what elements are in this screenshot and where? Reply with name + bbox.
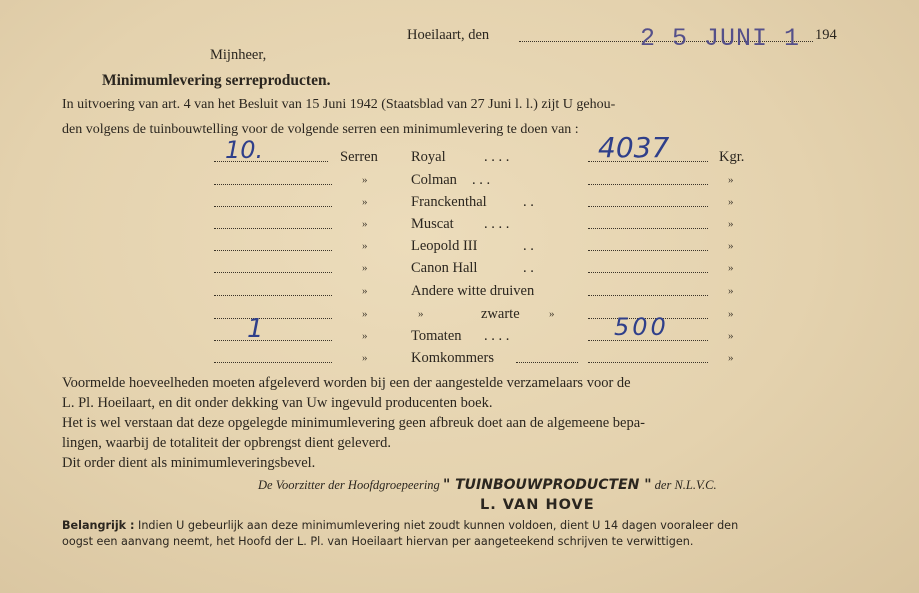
place-label: Hoeilaart, den xyxy=(407,27,490,43)
ditto-mark: » xyxy=(362,308,368,320)
salutation: Mijnheer, xyxy=(210,47,267,63)
kgr-value: 500 xyxy=(614,313,669,341)
ditto-mark: » xyxy=(728,285,734,297)
signature-title-b: der N.L.V.C. xyxy=(654,478,717,492)
body-line-4: lingen, waarbij de totaliteit der opbrengst dient geleverd. xyxy=(62,435,391,451)
ditto-mark: » xyxy=(549,308,555,320)
signature-title-a: De Voorzitter der Hoofdgroepeering xyxy=(258,478,440,492)
ditto-mark: » xyxy=(362,330,368,342)
serren-field xyxy=(214,184,332,185)
row-label: Franckenthal xyxy=(411,194,487,210)
row-label: zwarte xyxy=(481,306,520,322)
ditto-mark: » xyxy=(418,308,424,320)
kgr-field xyxy=(588,250,708,251)
body-line-1: Voormelde hoeveelheden moeten afgeleverd worden bij een der aangestelde verzamelaars voor de xyxy=(62,375,631,391)
leader-dots: . . xyxy=(523,238,534,254)
ditto-mark: » xyxy=(728,352,734,364)
serren-field xyxy=(214,250,332,251)
kgr-field xyxy=(588,272,708,273)
leader-dots: . . . . xyxy=(484,328,510,344)
row-label: Muscat xyxy=(411,216,454,232)
row-label: Komkommers xyxy=(411,350,494,366)
leader-dots: . . . . xyxy=(484,216,510,232)
leader-dotted-line xyxy=(516,362,578,363)
ditto-mark: » xyxy=(728,330,734,342)
serren-field xyxy=(214,295,332,296)
body-line-5: Dit order dient als minimumleveringsbevel. xyxy=(62,455,316,471)
kgr-field xyxy=(588,206,708,207)
important-note xyxy=(62,517,738,534)
row-label: Tomaten xyxy=(411,328,462,344)
serren-field xyxy=(214,318,332,319)
kgr-field xyxy=(588,228,708,229)
leader-dots: . . xyxy=(523,194,534,210)
ditto-mark: » xyxy=(362,352,368,364)
serren-field xyxy=(214,340,332,341)
ditto-mark: » xyxy=(728,240,734,252)
serren-value: 10. xyxy=(225,136,264,164)
year-prefix: 194 xyxy=(815,27,837,43)
leader-dots: . . . xyxy=(472,172,491,188)
ditto-mark: » xyxy=(728,308,734,320)
date-stamp: 2 5 JUNI 1 xyxy=(640,24,801,53)
leader-dots: . . . . xyxy=(484,149,510,165)
serren-field xyxy=(214,228,332,229)
row-label: Colman xyxy=(411,172,457,188)
serren-value: 1 xyxy=(247,314,264,344)
body-line-2: L. Pl. Hoeilaart, en dit onder dekking van Uw ingevuld producenten boek. xyxy=(62,395,493,411)
note-line-2: oogst een aanvang neemt, het Hoofd der L. Pl. van Hoeilaart hiervan per aangeteekend schrijven te verwittigen. xyxy=(62,535,694,548)
intro-line-1: In uitvoering van art. 4 van het Besluit van 15 Juni 1942 (Staatsblad van 27 Juni l. l.) zijt U gehou- xyxy=(62,97,616,112)
serren-field xyxy=(214,206,332,207)
body-line-3: Het is wel verstaan dat deze opgelegde minimumlevering geen afbreuk doet aan de algemeene bepa- xyxy=(62,415,645,431)
kgr-field xyxy=(588,362,708,363)
kgr-value: 4037 xyxy=(598,131,670,164)
ditto-mark: » xyxy=(362,285,368,297)
ditto-mark: » xyxy=(728,262,734,274)
ditto-mark: » xyxy=(362,218,368,230)
signature-title xyxy=(258,477,717,494)
serren-field xyxy=(214,272,332,273)
ditto-mark: » xyxy=(362,262,368,274)
ditto-mark: » xyxy=(362,240,368,252)
serren-label: Serren xyxy=(340,149,378,165)
row-label: Andere witte druiven xyxy=(411,283,535,299)
row-label: Leopold III xyxy=(411,238,478,254)
ditto-mark: » xyxy=(362,174,368,186)
leader-dots: . . xyxy=(523,260,534,276)
ditto-mark: » xyxy=(728,196,734,208)
row-label: Royal xyxy=(411,149,446,165)
subject-heading: Minimumlevering serreproducten. xyxy=(102,72,331,89)
ditto-mark: » xyxy=(728,218,734,230)
kgr-field xyxy=(588,295,708,296)
serren-field xyxy=(214,362,332,363)
note-line-1: Indien U gebeurlijk aan deze minimumlevering niet zoudt kunnen voldoen, dient U 14 dagen vooraleer den xyxy=(138,519,739,532)
important-label: Belangrijk : xyxy=(62,519,135,532)
ditto-mark: » xyxy=(728,174,734,186)
row-label: Canon Hall xyxy=(411,260,478,276)
kgr-field xyxy=(588,184,708,185)
ditto-mark: » xyxy=(362,196,368,208)
organisation-name: " TUINBOUWPRODUCTEN " xyxy=(442,477,652,493)
kgr-label: Kgr. xyxy=(719,149,745,165)
intro-line-2: den volgens de tuinbouwtelling voor de volgende serren een minimumlevering te doen van : xyxy=(62,122,579,137)
signatory-name: L. VAN HOVE xyxy=(480,497,595,513)
